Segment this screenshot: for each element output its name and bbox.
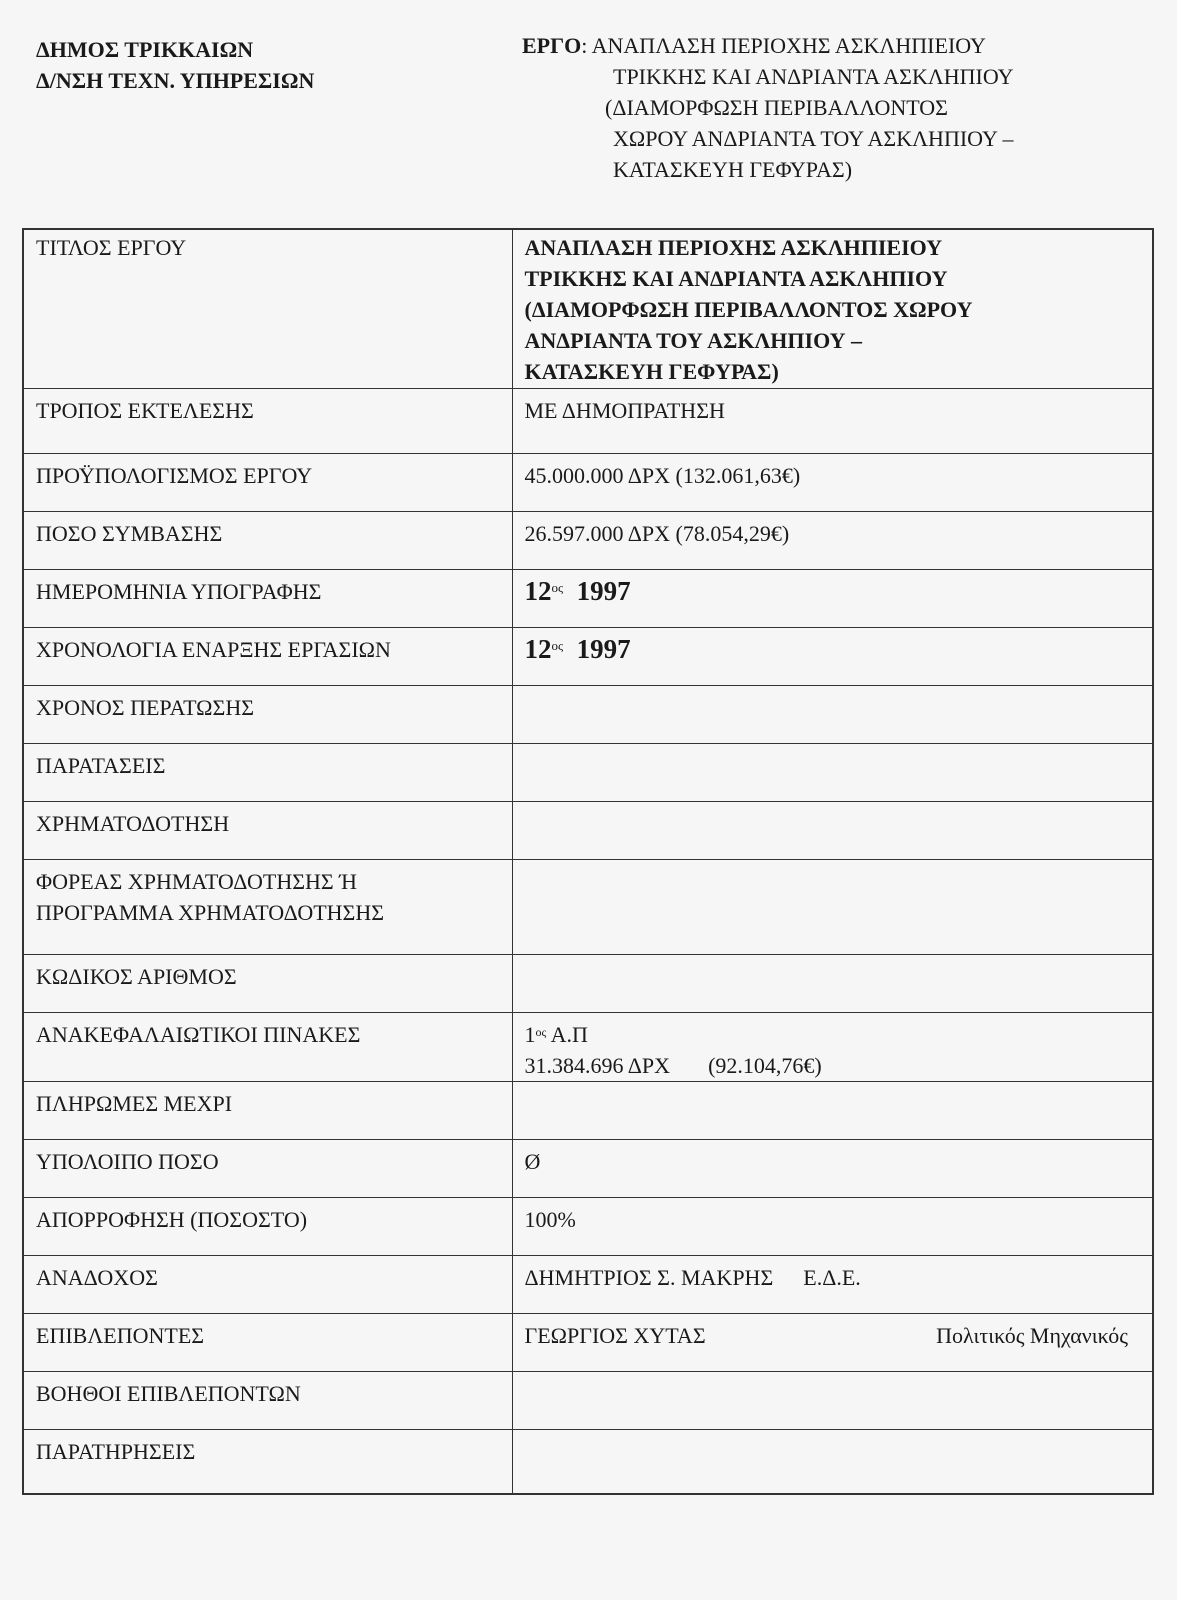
- start-year: 1997: [576, 633, 631, 664]
- project-title-line2: ΤΡΙΚΚΗΣ ΚΑΙ ΑΝΔΡΙΑΝΤΑ ΑΣΚΛΗΠΙΟΥ: [613, 64, 1014, 89]
- table-row: [23, 954, 1153, 1012]
- project-title-line5: ΚΑΤΑΣΚΕΥΗ ΓΕΦΥΡΑΣ): [613, 157, 853, 182]
- contractor-type: Ε.Δ.Ε.: [803, 1264, 861, 1290]
- code-label: ΚΩΔΙΚΟΣ ΑΡΙΘΜΟΣ: [23, 954, 512, 1012]
- method-value: ΜΕ ΔΗΜΟΠΡΑΤΗΣΗ: [512, 388, 1153, 453]
- absorption-label: ΑΠΟΡΡΟΦΗΣΗ (ΠΟΣΟΣΤΟ): [23, 1197, 512, 1255]
- table-row: [23, 1197, 1153, 1255]
- title-value-line: (ΔΙΑΜΟΡΦΩΣΗ ΠΕΡΙΒΑΛΛΟΝΤΟΣ ΧΩΡΟΥ: [524, 297, 973, 322]
- table-row: [23, 569, 1153, 627]
- title-label: ΤΙΤΛΟΣ ΕΡΓΟΥ: [23, 229, 512, 388]
- signing-label: ΗΜΕΡΟΜΗΝΙΑ ΥΠΟΓΡΑΦΗΣ: [23, 569, 512, 627]
- completion-label: ΧΡΟΝΟΣ ΠΕΡΑΤΩΣΗΣ: [23, 685, 512, 743]
- remaining-label: ΥΠΟΛΟΙΠΟ ΠΟΣΟ: [23, 1139, 512, 1197]
- table-row: [23, 1081, 1153, 1139]
- table-row: [23, 627, 1153, 685]
- extensions-label: ΠΑΡΑΤΑΣΕΙΣ: [23, 743, 512, 801]
- summary-ap: Α.Π: [550, 1021, 588, 1047]
- supervisors-value: [512, 1313, 1153, 1371]
- title-value-line: ΤΡΙΚΚΗΣ ΚΑΙ ΑΝΔΡΙΑΝΤΑ ΑΣΚΛΗΠΙΟΥ: [524, 266, 948, 291]
- table-row: [23, 1371, 1153, 1429]
- payments-value: [512, 1081, 1153, 1139]
- table-row: [23, 859, 1153, 954]
- funder-value: [512, 859, 1153, 954]
- summary-amount: 31.384.696 ΔΡΧ: [524, 1052, 671, 1078]
- table-row: [23, 1139, 1153, 1197]
- contractor-label: ΑΝΑΔΟΧΟΣ: [23, 1255, 512, 1313]
- summary-ordinal-suffix: ος: [535, 1024, 547, 1039]
- payments-label: ΠΛΗΡΩΜΕΣ ΜΕΧΡΙ: [23, 1081, 512, 1139]
- funder-label-line: ΠΡΟΓΡΑΜΜΑ ΧΡΗΜΑΤΟΔΟΤΗΣΗΣ: [36, 899, 385, 925]
- start-value: [512, 627, 1153, 685]
- supervisor-role: Πολιτικός Μηχανικός: [936, 1322, 1128, 1348]
- table-row: [23, 388, 1153, 453]
- contractor-value: [512, 1255, 1153, 1313]
- code-value: [512, 954, 1153, 1012]
- table-row: [23, 1255, 1153, 1313]
- table-row: [23, 1313, 1153, 1371]
- table-row: [23, 801, 1153, 859]
- table-row: [23, 453, 1153, 511]
- project-header: ΕΡΓΟ: ΑΝΑΠΛΑΣΗ ΠΕΡΙΟΧΗΣ ΑΣΚΛΗΠΙΕΙΟΥ ΤΡΙΚΚΗΣ ΚΑΙ ΑΝΔΡΙΑΝΤΑ ΑΣΚΛΗΠΙΟΥ (ΔΙΑΜΟΡΦΩΣΗ ΠΕΡΙΒΑΛΛΟΝΤΟΣ ΧΩΡΟΥ ΑΝΔΡΙΑΝΤΑ ΤΟΥ ΑΣΚΛΗΠΙΟΥ – ΚΑΤΑΣΚΕΥΗ ΓΕΦΥΡΑΣ): [522, 30, 1014, 185]
- table-row: [23, 1012, 1153, 1081]
- signing-suffix: ος: [551, 579, 564, 595]
- org-department: Δ/ΝΣΗ ΤΕΧΝ. ΥΠΗΡΕΣΙΩΝ: [36, 68, 315, 93]
- title-value-line: ΑΝΔΡΙΑΝΤΑ ΤΟΥ ΑΣΚΛΗΠΙΟΥ –: [524, 328, 863, 353]
- assistants-label: ΒΟΗΘΟΙ ΕΠΙΒΛΕΠΟΝΤΩΝ: [23, 1371, 512, 1429]
- contract-value: 26.597.000 ΔΡΧ (78.054,29€): [512, 511, 1153, 569]
- summary-euro: (92.104,76€): [708, 1052, 822, 1078]
- funding-label: ΧΡΗΜΑΤΟΔΟΤΗΣΗ: [23, 801, 512, 859]
- supervisors-label: ΕΠΙΒΛΕΠΟΝΤΕΣ: [23, 1313, 512, 1371]
- start-month: 12: [524, 633, 552, 664]
- table-row: [23, 685, 1153, 743]
- funder-label: [23, 859, 512, 954]
- summary-value: [512, 1012, 1153, 1081]
- title-value: [512, 229, 1153, 388]
- funder-label-line: ΦΟΡΕΑΣ ΧΡΗΜΑΤΟΔΟΤΗΣΗΣ Ή: [36, 868, 357, 894]
- table-row: [23, 511, 1153, 569]
- table-row: [23, 743, 1153, 801]
- project-label: ΕΡΓΟ: [522, 33, 582, 58]
- contract-label: ΠΟΣΟ ΣΥΜΒΑΣΗΣ: [23, 511, 512, 569]
- start-label: ΧΡΟΝΟΛΟΓΙΑ ΕΝΑΡΞΗΣ ΕΡΓΑΣΙΩΝ: [23, 627, 512, 685]
- assistants-value: [512, 1371, 1153, 1429]
- project-info-table: [22, 228, 1154, 1495]
- start-suffix: ος: [551, 637, 564, 653]
- table-row: [23, 1429, 1153, 1494]
- table-row: [23, 229, 1153, 388]
- contractor-name: ΔΗΜΗΤΡΙΟΣ Σ. ΜΑΚΡΗΣ: [524, 1264, 774, 1290]
- title-value-line: ΑΝΑΠΛΑΣΗ ΠΕΡΙΟΧΗΣ ΑΣΚΛΗΠΙΕΙΟΥ: [524, 235, 943, 260]
- title-value-line: ΚΑΤΑΣΚΕΥΗ ΓΕΦΥΡΑΣ): [524, 359, 779, 384]
- project-title-line3: (ΔΙΑΜΟΡΦΩΣΗ ΠΕΡΙΒΑΛΛΟΝΤΟΣ: [605, 95, 948, 120]
- summary-label: ΑΝΑΚΕΦΑΛΑΙΩΤΙΚΟΙ ΠΙΝΑΚΕΣ: [23, 1012, 512, 1081]
- budget-value: 45.000.000 ΔΡΧ (132.061,63€): [512, 453, 1153, 511]
- org-name: ΔΗΜΟΣ ΤΡΙΚΚΑΙΩΝ: [36, 37, 254, 62]
- project-title-line1: ΑΝΑΠΛΑΣΗ ΠΕΡΙΟΧΗΣ ΑΣΚΛΗΠΙΕΙΟΥ: [591, 33, 986, 58]
- funding-value: [512, 801, 1153, 859]
- signing-year: 1997: [576, 575, 631, 606]
- project-title-line4: ΧΩΡΟΥ ΑΝΔΡΙΑΝΤΑ ΤΟΥ ΑΣΚΛΗΠΙΟΥ –: [613, 126, 1014, 151]
- signing-value: [512, 569, 1153, 627]
- notes-value: [512, 1429, 1153, 1494]
- absorption-value: 100%: [512, 1197, 1153, 1255]
- signing-month: 12: [524, 575, 552, 606]
- completion-value: [512, 685, 1153, 743]
- method-label: ΤΡΟΠΟΣ ΕΚΤΕΛΕΣΗΣ: [23, 388, 512, 453]
- supervisor-name: ΓΕΩΡΓΙΟΣ ΧΥΤΑΣ: [524, 1322, 706, 1348]
- organization-header: [36, 34, 314, 96]
- notes-label: ΠΑΡΑΤΗΡΗΣΕΙΣ: [23, 1429, 512, 1494]
- budget-label: ΠΡΟΫΠΟΛΟΓΙΣΜΟΣ ΕΡΓΟΥ: [23, 453, 512, 511]
- remaining-value: Ø: [512, 1139, 1153, 1197]
- summary-ordinal: 1: [524, 1021, 536, 1047]
- extensions-value: [512, 743, 1153, 801]
